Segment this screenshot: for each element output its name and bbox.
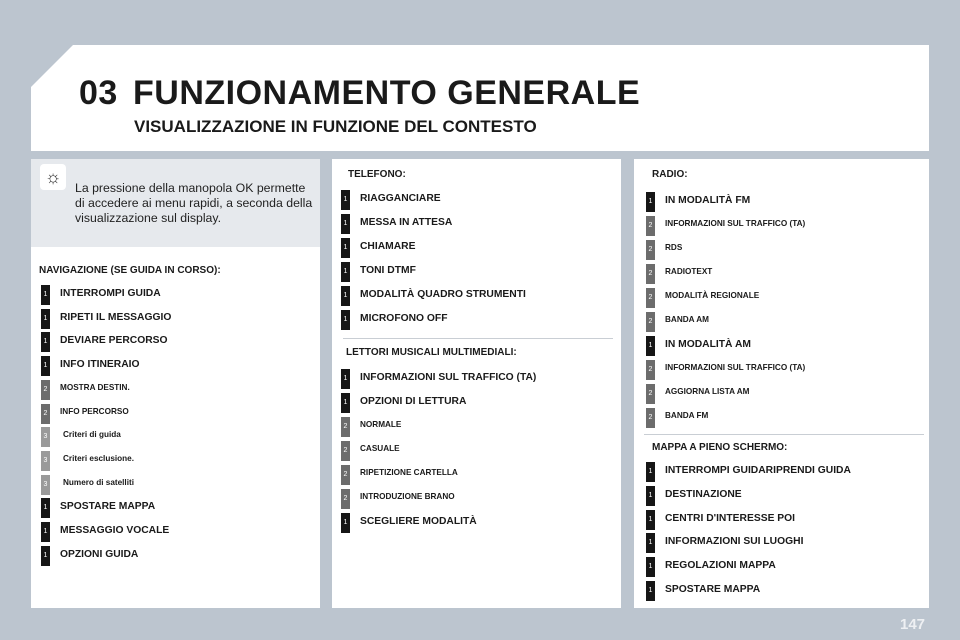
menu-item: INFO ITINERAIO [60, 359, 140, 371]
level-badge: 1 [646, 336, 655, 356]
level-badge: 2 [646, 360, 655, 380]
page-title: FUNZIONAMENTO GENERALE [133, 74, 641, 112]
level-badge: 2 [341, 465, 350, 485]
menu-item: MICROFONO OFF [360, 313, 448, 324]
menu-item: MESSA IN ATTESA [360, 217, 453, 228]
menu-item: RIAGGANCIARE [360, 193, 441, 204]
level-badge: 1 [41, 522, 50, 542]
menu-item: OPZIONI DI LETTURA [360, 396, 467, 407]
level-badge: 2 [646, 312, 655, 332]
level-badge: 1 [41, 285, 50, 305]
menu-item: DESTINAZIONE [665, 488, 742, 500]
menu-item: TONI DTMF [360, 265, 416, 276]
level-badge: 1 [341, 393, 350, 413]
level-badge: 2 [646, 408, 655, 428]
media-heading: LETTORI MUSICALI MULTIMEDIALI: [346, 347, 517, 358]
level-badge: 1 [646, 533, 655, 553]
menu-item: CASUALE [360, 444, 400, 453]
level-badge: 2 [646, 384, 655, 404]
level-badge: 3 [41, 451, 50, 471]
menu-item: MODALITÀ REGIONALE [665, 291, 760, 300]
level-badge: 1 [41, 356, 50, 376]
page-number: 147 [900, 616, 926, 633]
menu-item: RIPETI IL MESSAGGIO [60, 311, 172, 323]
menu-item: INFO PERCORSO [60, 406, 129, 416]
level-badge: 3 [41, 427, 50, 447]
level-badge: 3 [41, 475, 50, 495]
telephone-heading: TELEFONO: [348, 169, 406, 180]
level-badge: 1 [341, 513, 350, 533]
menu-item: Numero di satelliti [63, 477, 134, 487]
level-badge: 2 [41, 404, 50, 424]
level-badge: 1 [646, 486, 655, 506]
level-badge: 1 [341, 310, 350, 330]
menu-item: INTERROMPI GUIDARIPRENDI GUIDA [665, 465, 851, 476]
menu-item: SPOSTARE MAPPA [60, 501, 156, 513]
menu-item: MOSTRA DESTIN. [60, 382, 130, 392]
menu-item: BANDA AM [665, 315, 709, 324]
level-badge: 1 [341, 214, 350, 234]
menu-item: RDS [665, 243, 683, 252]
menu-item: Criteri esclusione. [63, 453, 134, 463]
tip-text: La pressione della manopola OK permette di accedere ai menu rapidi, a seconda della visualizzazione sul display. [75, 181, 313, 225]
menu-item: INFORMAZIONI SUL TRAFFICO (TA) [665, 363, 806, 372]
level-badge: 1 [341, 262, 350, 282]
menu-item: MESSAGGIO VOCALE [60, 525, 170, 536]
navigation-heading: NAVIGAZIONE (SE GUIDA IN CORSO): [39, 265, 221, 276]
level-badge: 1 [646, 510, 655, 530]
level-badge: 2 [341, 441, 350, 461]
map-heading: MAPPA A PIENO SCHERMO: [652, 442, 788, 453]
menu-item: RADIOTEXT [665, 267, 713, 276]
menu-item: AGGIORNA LISTA AM [665, 387, 750, 396]
menu-item: INFORMAZIONI SUL TRAFFICO (TA) [360, 372, 537, 383]
menu-item: MODALITÀ QUADRO STRUMENTI [360, 289, 526, 300]
menu-item: REGOLAZIONI MAPPA [665, 560, 776, 572]
menu-item: SCEGLIERE MODALITÀ [360, 516, 477, 527]
menu-item: DEVIARE PERCORSO [60, 335, 168, 347]
menu-item: Criteri di guida [63, 430, 121, 440]
menu-item: NORMALE [360, 420, 402, 429]
menu-item: IN MODALITÀ AM [665, 339, 751, 350]
menu-item: INFORMAZIONI SUL TRAFFICO (TA) [665, 219, 806, 228]
chapter-number: 03 [79, 74, 118, 112]
level-badge: 1 [646, 462, 655, 482]
menu-item: CHIAMARE [360, 241, 416, 252]
divider [644, 434, 924, 435]
menu-item: BANDA FM [665, 411, 709, 420]
level-badge: 2 [341, 417, 350, 437]
level-badge: 1 [41, 546, 50, 566]
level-badge: 1 [41, 309, 50, 329]
level-badge: 1 [341, 369, 350, 389]
level-badge: 1 [646, 192, 655, 212]
level-badge: 2 [646, 288, 655, 308]
menu-item: INFORMAZIONI SUI LUOGHI [665, 536, 804, 548]
divider [343, 338, 613, 339]
menu-item: INTERROMPI GUIDA [60, 288, 161, 299]
level-badge: 2 [41, 380, 50, 400]
level-badge: 2 [646, 216, 655, 236]
menu-item: INTRODUZIONE BRANO [360, 492, 455, 501]
level-badge: 1 [646, 557, 655, 577]
level-badge: 1 [341, 238, 350, 258]
level-badge: 2 [646, 264, 655, 284]
level-badge: 2 [341, 489, 350, 509]
radio-heading: RADIO: [652, 169, 688, 180]
menu-item: CENTRI D'INTERESSE POI [665, 512, 796, 524]
level-badge: 1 [341, 190, 350, 210]
menu-item: RIPETIZIONE CARTELLA [360, 468, 458, 477]
menu-item: SPOSTARE MAPPA [665, 584, 761, 595]
menu-item: OPZIONI GUIDA [60, 548, 139, 560]
sun-icon: ☼ [40, 164, 66, 190]
level-badge: 1 [41, 332, 50, 352]
level-badge: 1 [341, 286, 350, 306]
page-subtitle: VISUALIZZAZIONE IN FUNZIONE DEL CONTESTO [134, 117, 537, 136]
level-badge: 1 [41, 498, 50, 518]
level-badge: 1 [646, 581, 655, 601]
menu-item: IN MODALITÀ FM [665, 195, 751, 206]
level-badge: 2 [646, 240, 655, 260]
